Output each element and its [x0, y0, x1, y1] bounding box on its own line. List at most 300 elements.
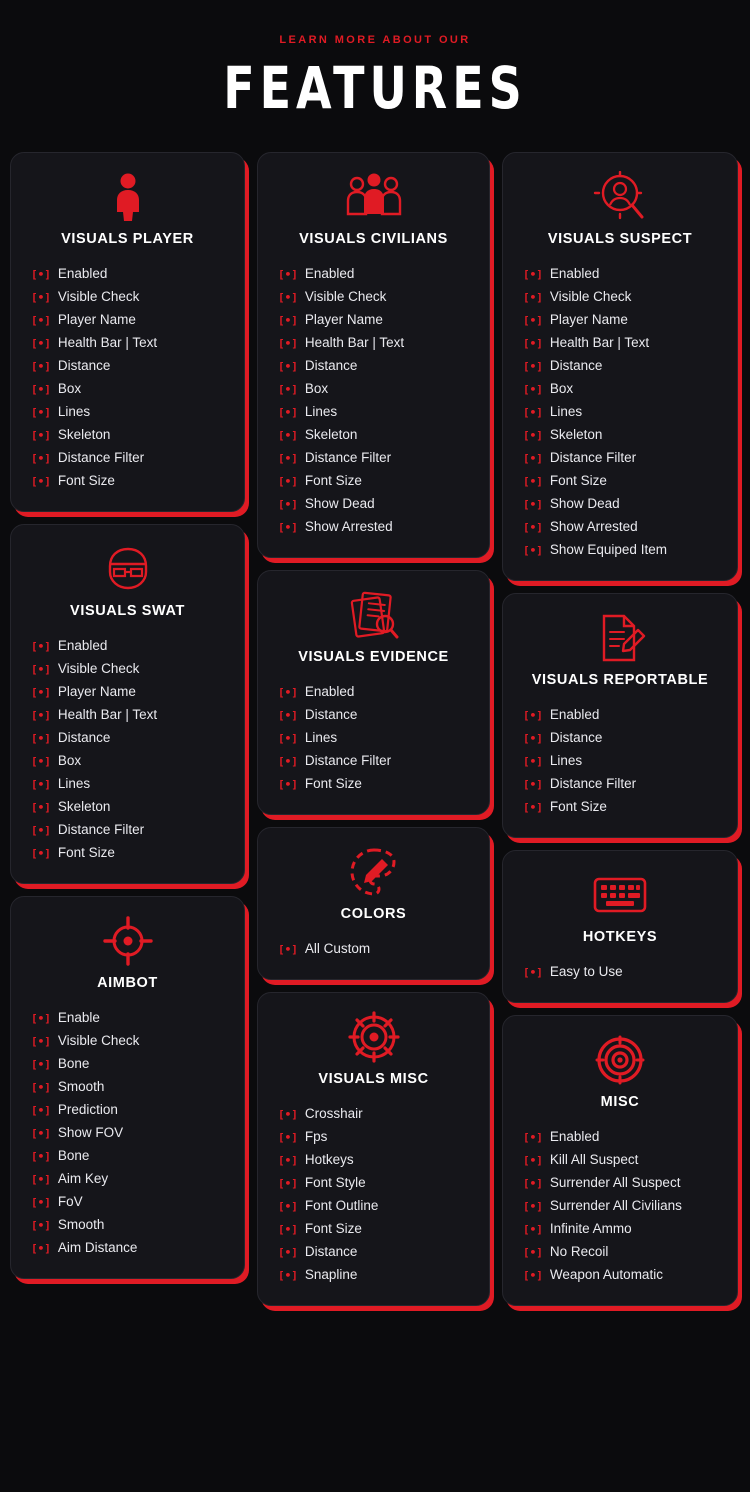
- bullet-icon: [•]: [278, 360, 298, 373]
- feature-item-label: Distance: [57, 358, 111, 373]
- feature-item: [31, 773, 228, 796]
- bullet-icon: [•]: [278, 314, 298, 327]
- feature-item: [523, 1241, 721, 1264]
- feature-item-label: Lines: [304, 730, 338, 745]
- bullet-icon: [•]: [31, 732, 51, 745]
- feature-item-label: FoV: [57, 1194, 83, 1209]
- feature-item: [523, 401, 721, 424]
- feature-item: [278, 1172, 473, 1195]
- feature-item-label: Box: [304, 381, 329, 396]
- feature-item-label: Distance: [57, 730, 111, 745]
- feature-item-label: Show FOV: [57, 1125, 124, 1140]
- feature-column-2: [257, 152, 490, 1306]
- bullet-icon: [•]: [31, 801, 51, 814]
- bullet-icon: [•]: [31, 1012, 51, 1025]
- page-title: FEATURES: [223, 54, 527, 122]
- card-title: COLORS: [340, 906, 407, 922]
- feature-item-label: Player Name: [549, 312, 628, 327]
- feature-item: [31, 796, 228, 819]
- bullet-icon: [•]: [278, 429, 298, 442]
- card-title: VISUALS REPORTABLE: [531, 672, 709, 688]
- feature-item-label: Smooth: [57, 1079, 105, 1094]
- feature-item: [31, 750, 228, 773]
- bullet-icon: [•]: [523, 1269, 543, 1282]
- feature-item: [523, 355, 721, 378]
- feature-item-label: Font Size: [549, 473, 607, 488]
- bullet-icon: [•]: [31, 1104, 51, 1117]
- feature-item: [523, 539, 721, 562]
- feature-item: [523, 1195, 721, 1218]
- feature-item-label: Health Bar | Text: [304, 335, 405, 350]
- feature-item: [31, 681, 228, 704]
- feature-item: [31, 704, 228, 727]
- feature-item-label: Enabled: [57, 638, 108, 653]
- feature-item: [31, 355, 228, 378]
- bullet-icon: [•]: [278, 1131, 298, 1144]
- feature-item-label: Lines: [57, 404, 91, 419]
- feature-card-visuals-swat: [10, 524, 245, 884]
- feature-item-label: Surrender All Suspect: [549, 1175, 681, 1190]
- bullet-icon: [•]: [31, 1035, 51, 1048]
- bullet-icon: [•]: [31, 1058, 51, 1071]
- feature-item: [523, 1126, 721, 1149]
- feature-card-visuals-suspect: [502, 152, 738, 581]
- feature-item-label: Health Bar | Text: [57, 335, 158, 350]
- feature-item-label: Player Name: [304, 312, 383, 327]
- bullet-icon: [•]: [278, 498, 298, 511]
- feature-item: [278, 1126, 473, 1149]
- feature-item: [31, 1168, 228, 1191]
- feature-item-label: Box: [57, 753, 82, 768]
- feature-item: [278, 355, 473, 378]
- bullet-icon: [•]: [31, 847, 51, 860]
- card-title: VISUALS SWAT: [70, 603, 185, 619]
- feature-item: [31, 424, 228, 447]
- bullet-icon: [•]: [278, 268, 298, 281]
- feature-item-label: Font Style: [304, 1175, 366, 1190]
- feature-item-label: Font Size: [57, 845, 115, 860]
- feature-item-label: Enabled: [549, 1129, 600, 1144]
- feature-item: [523, 286, 721, 309]
- feature-card-visuals-player: [10, 152, 245, 512]
- feature-item: [523, 961, 721, 984]
- feature-item-label: Visible Check: [57, 289, 140, 304]
- feature-item: [31, 635, 228, 658]
- bullet-icon: [•]: [31, 1242, 51, 1255]
- bullet-icon: [•]: [278, 1108, 298, 1121]
- feature-item: [278, 286, 473, 309]
- feature-item-label: All Custom: [304, 941, 371, 956]
- feature-item-label: Distance: [549, 730, 603, 745]
- feature-card-misc: [502, 1015, 738, 1306]
- hotkeys-icon: [519, 867, 721, 923]
- bullet-icon: [•]: [31, 709, 51, 722]
- feature-item: [278, 447, 473, 470]
- card-title: HOTKEYS: [582, 929, 658, 945]
- feature-list: [274, 681, 473, 796]
- misc-gear-icon: [274, 1009, 473, 1065]
- bullet-icon: [•]: [523, 801, 543, 814]
- feature-item: [31, 1007, 228, 1030]
- feature-item-label: Snapline: [304, 1267, 358, 1282]
- bullet-icon: [•]: [278, 475, 298, 488]
- feature-item: [31, 309, 228, 332]
- feature-item: [31, 1191, 228, 1214]
- feature-item: [31, 263, 228, 286]
- feature-item: [31, 819, 228, 842]
- feature-item-label: Infinite Ammo: [549, 1221, 632, 1236]
- bullet-icon: [•]: [278, 1269, 298, 1282]
- feature-list: [27, 1007, 228, 1260]
- bullet-icon: [•]: [278, 686, 298, 699]
- bullet-icon: [•]: [31, 755, 51, 768]
- feature-item-label: Lines: [549, 753, 583, 768]
- feature-item-label: No Recoil: [549, 1244, 609, 1259]
- bullet-icon: [•]: [278, 452, 298, 465]
- bullet-icon: [•]: [31, 1150, 51, 1163]
- feature-item: [278, 470, 473, 493]
- bullet-icon: [•]: [523, 521, 543, 534]
- feature-item: [278, 332, 473, 355]
- feature-list: [274, 1103, 473, 1287]
- feature-item: [278, 378, 473, 401]
- feature-item-label: Skeleton: [57, 799, 111, 814]
- feature-item-label: Bone: [57, 1056, 90, 1071]
- feature-list: [519, 961, 721, 984]
- feature-item-label: Show Equiped Item: [549, 542, 667, 557]
- feature-item-label: Weapon Automatic: [549, 1267, 663, 1282]
- feature-item-label: Show Arrested: [549, 519, 638, 534]
- feature-item: [31, 1122, 228, 1145]
- feature-item-label: Show Dead: [549, 496, 620, 511]
- bullet-icon: [•]: [523, 1223, 543, 1236]
- colors-icon: [274, 844, 473, 900]
- bullet-icon: [•]: [278, 943, 298, 956]
- feature-item: [31, 1145, 228, 1168]
- feature-item: [278, 263, 473, 286]
- feature-item-label: Enabled: [549, 266, 600, 281]
- bullet-icon: [•]: [523, 755, 543, 768]
- feature-card-hotkeys: [502, 850, 738, 1003]
- swat-icon: [27, 541, 228, 597]
- feature-item: [523, 424, 721, 447]
- bullet-icon: [•]: [278, 521, 298, 534]
- feature-list: [519, 704, 721, 819]
- feature-item: [31, 658, 228, 681]
- bullet-icon: [•]: [31, 778, 51, 791]
- feature-list: [274, 263, 473, 539]
- feature-item: [523, 704, 721, 727]
- feature-item-label: Enabled: [304, 266, 355, 281]
- feature-item-label: Visible Check: [57, 1033, 140, 1048]
- feature-list: [274, 938, 473, 961]
- feature-item-label: Distance Filter: [304, 450, 392, 465]
- bullet-icon: [•]: [523, 429, 543, 442]
- feature-item-label: Show Arrested: [304, 519, 393, 534]
- feature-item-label: Show Dead: [304, 496, 375, 511]
- feature-item: [278, 1241, 473, 1264]
- feature-item-label: Font Size: [304, 776, 362, 791]
- bullet-icon: [•]: [31, 1127, 51, 1140]
- feature-item-label: Font Size: [304, 1221, 362, 1236]
- bullet-icon: [•]: [523, 475, 543, 488]
- feature-item-label: Bone: [57, 1148, 90, 1163]
- bullet-icon: [•]: [31, 1081, 51, 1094]
- bullet-icon: [•]: [523, 383, 543, 396]
- feature-item-label: Lines: [549, 404, 583, 419]
- feature-item-label: Font Outline: [304, 1198, 379, 1213]
- bullet-icon: [•]: [31, 291, 51, 304]
- card-title: MISC: [600, 1094, 640, 1110]
- feature-columns: [0, 152, 750, 1306]
- feature-item: [31, 1214, 228, 1237]
- bullet-icon: [•]: [278, 755, 298, 768]
- civilians-icon: [274, 169, 473, 225]
- feature-item: [278, 750, 473, 773]
- feature-item: [523, 773, 721, 796]
- feature-item: [278, 681, 473, 704]
- bullet-icon: [•]: [31, 686, 51, 699]
- feature-list: [27, 263, 228, 493]
- bullet-icon: [•]: [523, 1177, 543, 1190]
- suspect-icon: [519, 169, 721, 225]
- bullet-icon: [•]: [31, 475, 51, 488]
- card-title: VISUALS CIVILIANS: [299, 231, 448, 247]
- feature-item-label: Aim Distance: [57, 1240, 138, 1255]
- bullet-icon: [•]: [31, 1219, 51, 1232]
- feature-card-visuals-evidence: [257, 570, 490, 815]
- feature-item: [278, 493, 473, 516]
- feature-item: [523, 1172, 721, 1195]
- feature-item-label: Enabled: [57, 266, 108, 281]
- feature-item-label: Distance Filter: [549, 776, 637, 791]
- feature-item: [31, 842, 228, 865]
- feature-item-label: Visible Check: [57, 661, 140, 676]
- feature-item-label: Skeleton: [304, 427, 358, 442]
- bullet-icon: [•]: [523, 1200, 543, 1213]
- bullet-icon: [•]: [31, 383, 51, 396]
- feature-item: [31, 332, 228, 355]
- feature-item-label: Hotkeys: [304, 1152, 354, 1167]
- feature-item: [523, 332, 721, 355]
- misc-target-icon: [519, 1032, 721, 1088]
- feature-item: [278, 1264, 473, 1287]
- feature-item: [31, 470, 228, 493]
- page-header: [0, 0, 750, 122]
- bullet-icon: [•]: [278, 383, 298, 396]
- feature-item-label: Visible Check: [549, 289, 632, 304]
- feature-item-label: Distance Filter: [304, 753, 392, 768]
- feature-item-label: Smooth: [57, 1217, 105, 1232]
- reportable-icon: [519, 610, 721, 666]
- feature-card-aimbot: [10, 896, 245, 1279]
- feature-item-label: Distance Filter: [57, 450, 145, 465]
- feature-item: [31, 1030, 228, 1053]
- feature-item: [278, 424, 473, 447]
- bullet-icon: [•]: [31, 663, 51, 676]
- feature-item: [31, 447, 228, 470]
- bullet-icon: [•]: [31, 640, 51, 653]
- feature-item-label: Health Bar | Text: [57, 707, 158, 722]
- bullet-icon: [•]: [523, 268, 543, 281]
- bullet-icon: [•]: [31, 824, 51, 837]
- feature-column-1: [10, 152, 245, 1279]
- feature-item-label: Enable: [57, 1010, 100, 1025]
- feature-item: [523, 263, 721, 286]
- feature-item: [278, 516, 473, 539]
- bullet-icon: [•]: [278, 778, 298, 791]
- feature-item: [523, 309, 721, 332]
- feature-item-label: Lines: [304, 404, 338, 419]
- feature-item-label: Player Name: [57, 684, 136, 699]
- bullet-icon: [•]: [278, 709, 298, 722]
- feature-item: [278, 727, 473, 750]
- bullet-icon: [•]: [523, 778, 543, 791]
- feature-item-label: Box: [549, 381, 574, 396]
- feature-item: [523, 1149, 721, 1172]
- feature-item: [523, 516, 721, 539]
- feature-item-label: Box: [57, 381, 82, 396]
- feature-item-label: Visible Check: [304, 289, 387, 304]
- feature-item-label: Lines: [57, 776, 91, 791]
- feature-item: [31, 378, 228, 401]
- bullet-icon: [•]: [278, 337, 298, 350]
- bullet-icon: [•]: [278, 732, 298, 745]
- feature-item: [31, 1237, 228, 1260]
- bullet-icon: [•]: [523, 544, 543, 557]
- card-title: VISUALS PLAYER: [61, 231, 194, 247]
- feature-item-label: Skeleton: [57, 427, 111, 442]
- feature-item: [31, 727, 228, 750]
- bullet-icon: [•]: [31, 406, 51, 419]
- feature-item-label: Font Size: [304, 473, 362, 488]
- feature-item-label: Health Bar | Text: [549, 335, 650, 350]
- feature-item: [278, 1218, 473, 1241]
- feature-item: [278, 1103, 473, 1126]
- feature-item: [523, 1264, 721, 1287]
- feature-item: [523, 1218, 721, 1241]
- bullet-icon: [•]: [523, 314, 543, 327]
- feature-item: [31, 1076, 228, 1099]
- feature-item-label: Font Size: [57, 473, 115, 488]
- feature-item: [523, 727, 721, 750]
- feature-item: [523, 447, 721, 470]
- feature-item: [523, 378, 721, 401]
- bullet-icon: [•]: [523, 966, 543, 979]
- card-title: AIMBOT: [97, 975, 158, 991]
- bullet-icon: [•]: [278, 406, 298, 419]
- bullet-icon: [•]: [31, 268, 51, 281]
- feature-item-label: Font Size: [549, 799, 607, 814]
- feature-column-3: [502, 152, 738, 1306]
- feature-item: [523, 796, 721, 819]
- feature-card-colors: [257, 827, 490, 980]
- feature-item-label: Player Name: [57, 312, 136, 327]
- bullet-icon: [•]: [278, 1177, 298, 1190]
- card-title: VISUALS SUSPECT: [547, 231, 693, 247]
- feature-item-label: Fps: [304, 1129, 328, 1144]
- bullet-icon: [•]: [278, 1223, 298, 1236]
- bullet-icon: [•]: [523, 1154, 543, 1167]
- feature-item: [278, 1149, 473, 1172]
- bullet-icon: [•]: [31, 452, 51, 465]
- eyebrow-text: LEARN MORE ABOUT OUR: [279, 34, 471, 46]
- feature-item: [278, 1195, 473, 1218]
- bullet-icon: [•]: [31, 337, 51, 350]
- bullet-icon: [•]: [31, 429, 51, 442]
- bullet-icon: [•]: [523, 709, 543, 722]
- bullet-icon: [•]: [278, 291, 298, 304]
- feature-item: [31, 1099, 228, 1122]
- feature-item-label: Distance: [549, 358, 603, 373]
- feature-item-label: Distance Filter: [549, 450, 637, 465]
- feature-item-label: Enabled: [304, 684, 355, 699]
- feature-item-label: Prediction: [57, 1102, 118, 1117]
- aimbot-icon: [27, 913, 228, 969]
- feature-item-label: Easy to Use: [549, 964, 623, 979]
- feature-item-label: Distance: [304, 358, 358, 373]
- feature-card-visuals-misc: [257, 992, 490, 1306]
- feature-item-label: Kill All Suspect: [549, 1152, 639, 1167]
- bullet-icon: [•]: [278, 1200, 298, 1213]
- bullet-icon: [•]: [31, 314, 51, 327]
- feature-item-label: Distance: [304, 707, 358, 722]
- bullet-icon: [•]: [278, 1154, 298, 1167]
- feature-list: [519, 1126, 721, 1287]
- bullet-icon: [•]: [523, 1131, 543, 1144]
- feature-item-label: Aim Key: [57, 1171, 109, 1186]
- feature-item-label: Distance: [304, 1244, 358, 1259]
- bullet-icon: [•]: [523, 452, 543, 465]
- bullet-icon: [•]: [278, 1246, 298, 1259]
- bullet-icon: [•]: [523, 291, 543, 304]
- bullet-icon: [•]: [523, 1246, 543, 1259]
- feature-item: [278, 401, 473, 424]
- bullet-icon: [•]: [523, 337, 543, 350]
- feature-list: [519, 263, 721, 562]
- feature-item-label: Crosshair: [304, 1106, 363, 1121]
- card-title: VISUALS MISC: [318, 1071, 429, 1087]
- feature-item: [523, 493, 721, 516]
- feature-card-visuals-civilians: [257, 152, 490, 558]
- feature-item-label: Surrender All Civilians: [549, 1198, 682, 1213]
- feature-item-label: Skeleton: [549, 427, 603, 442]
- bullet-icon: [•]: [523, 732, 543, 745]
- feature-card-visuals-reportable: [502, 593, 738, 838]
- feature-item: [523, 470, 721, 493]
- feature-item-label: Enabled: [549, 707, 600, 722]
- feature-item-label: Distance Filter: [57, 822, 145, 837]
- evidence-icon: [274, 587, 473, 643]
- player-icon: [27, 169, 228, 225]
- feature-item: [523, 750, 721, 773]
- bullet-icon: [•]: [31, 360, 51, 373]
- bullet-icon: [•]: [523, 498, 543, 511]
- feature-item: [31, 401, 228, 424]
- bullet-icon: [•]: [31, 1173, 51, 1186]
- feature-list: [27, 635, 228, 865]
- feature-item: [278, 309, 473, 332]
- feature-item: [31, 1053, 228, 1076]
- bullet-icon: [•]: [31, 1196, 51, 1209]
- feature-item: [278, 704, 473, 727]
- feature-item: [31, 286, 228, 309]
- feature-item: [278, 773, 473, 796]
- bullet-icon: [•]: [523, 360, 543, 373]
- card-title: VISUALS EVIDENCE: [298, 649, 449, 665]
- feature-item: [278, 938, 473, 961]
- bullet-icon: [•]: [523, 406, 543, 419]
